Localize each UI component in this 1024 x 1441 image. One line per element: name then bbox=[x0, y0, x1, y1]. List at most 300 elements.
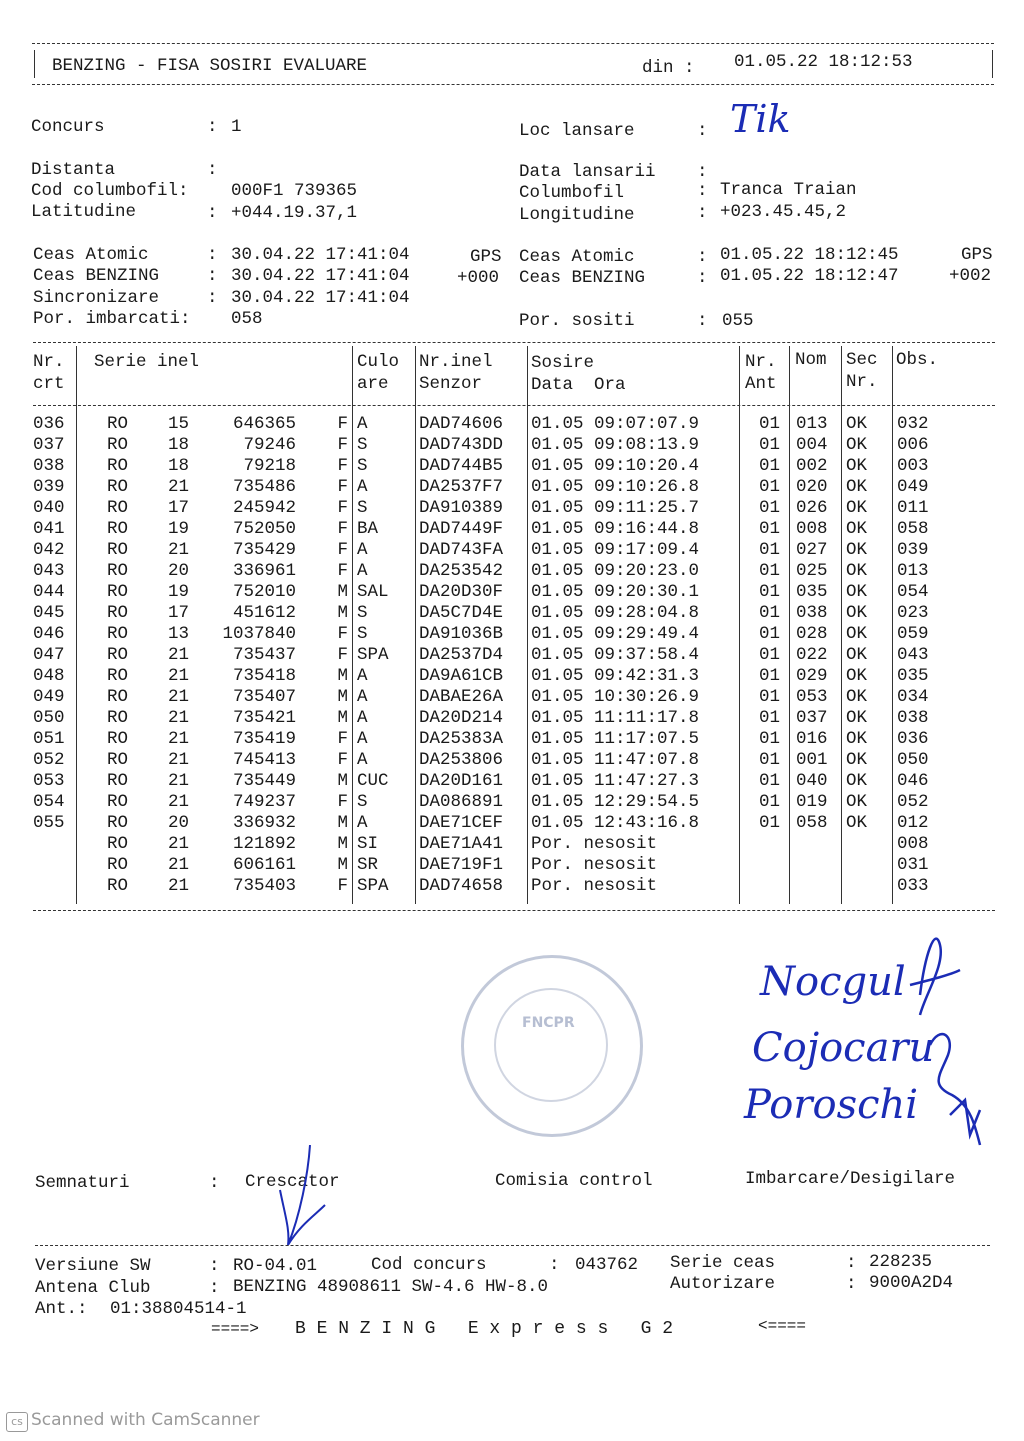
cell-obs: 033 bbox=[897, 876, 929, 896]
ceas-atomic-left-value: 30.04.22 17:41:04 bbox=[231, 245, 410, 265]
cell-nr-crt: 038 bbox=[33, 456, 65, 476]
cell-nom: 019 bbox=[796, 792, 828, 812]
antena-club-sep: : bbox=[209, 1278, 220, 1298]
cell-obs: 003 bbox=[897, 456, 929, 476]
cell-sec: OK bbox=[846, 519, 868, 539]
cell-arrival: 01.05 09:11:25.7 bbox=[531, 498, 700, 518]
header-data-ora: Data Ora bbox=[531, 375, 626, 395]
cell-country: RO bbox=[107, 729, 129, 749]
cell-nom: 026 bbox=[796, 498, 828, 518]
cell-nr-crt: 053 bbox=[33, 771, 65, 791]
cell-sensor: DAE71A41 bbox=[419, 834, 504, 854]
cell-obs: 052 bbox=[897, 792, 929, 812]
cell-year: 13 bbox=[168, 624, 190, 644]
cell-arrival: 01.05 09:20:23.0 bbox=[531, 561, 700, 581]
ceas-benzing-right-suffix: +002 bbox=[949, 266, 992, 286]
cell-sec: OK bbox=[846, 624, 868, 644]
cell-sec: OK bbox=[846, 582, 868, 602]
cell-year: 21 bbox=[168, 477, 190, 497]
cell-antenna: 01 bbox=[759, 750, 781, 770]
cell-obs: 046 bbox=[897, 771, 929, 791]
cod-concurs-label: Cod concurs bbox=[371, 1255, 487, 1275]
cell-nom: 038 bbox=[796, 603, 828, 623]
cell-country: RO bbox=[107, 876, 129, 896]
cell-sensor: DAE719F1 bbox=[419, 855, 504, 875]
cell-color: SAL bbox=[357, 582, 389, 602]
cell-arrival: Por. nesosit bbox=[531, 876, 658, 896]
cell-color: S bbox=[357, 624, 368, 644]
cell-year: 18 bbox=[168, 435, 190, 455]
concurs-value: 1 bbox=[231, 117, 242, 137]
cod-columbofil-value: 000F1 739365 bbox=[231, 181, 358, 201]
cell-ring-number: 735437 bbox=[232, 645, 296, 665]
cell-country: RO bbox=[107, 519, 129, 539]
header-top-rule bbox=[32, 43, 994, 44]
cell-sex: M bbox=[337, 855, 348, 875]
ceas-benzing-left-suffix: +000 bbox=[457, 268, 500, 288]
cell-year: 20 bbox=[168, 561, 190, 581]
cell-color: A bbox=[357, 666, 368, 686]
cell-year: 21 bbox=[168, 645, 190, 665]
cell-antenna: 01 bbox=[759, 708, 781, 728]
cell-sex: F bbox=[337, 414, 348, 434]
camscanner-watermark: Scanned with CamScanner bbox=[31, 1410, 260, 1430]
header-sec-nr: Nr. bbox=[846, 372, 878, 392]
serie-ceas-sep: : bbox=[846, 1253, 857, 1273]
header-right-rule bbox=[992, 50, 993, 78]
seal-stamp bbox=[461, 955, 643, 1137]
sincronizare-label: Sincronizare bbox=[33, 288, 160, 308]
cell-color: A bbox=[357, 540, 368, 560]
cell-sec: OK bbox=[846, 540, 868, 560]
concurs-label: Concurs bbox=[31, 117, 105, 137]
cell-year: 21 bbox=[168, 834, 190, 854]
cell-color: A bbox=[357, 813, 368, 833]
cell-arrival: 01.05 09:10:26.8 bbox=[531, 477, 700, 497]
loc-lansare-handwritten: Tik bbox=[730, 97, 791, 141]
cell-nom: 002 bbox=[796, 456, 828, 476]
cell-color: S bbox=[357, 792, 368, 812]
cell-color: A bbox=[357, 414, 368, 434]
signature-scribble bbox=[880, 925, 990, 1155]
handwritten-name: Poroschi bbox=[744, 1082, 919, 1128]
cell-country: RO bbox=[107, 813, 129, 833]
cell-antenna: 01 bbox=[759, 561, 781, 581]
cell-obs: 050 bbox=[897, 750, 929, 770]
ceas-atomic-left-suffix: GPS bbox=[470, 247, 502, 267]
cell-nom: 037 bbox=[796, 708, 828, 728]
col-divider bbox=[789, 346, 790, 904]
cell-year: 21 bbox=[168, 687, 190, 707]
cod-concurs-sep: : bbox=[549, 1255, 560, 1275]
por-sositi-sep: : bbox=[697, 311, 708, 331]
ceas-benzing-right-label: Ceas BENZING bbox=[519, 268, 646, 288]
cell-country: RO bbox=[107, 603, 129, 623]
autorizare-label: Autorizare bbox=[670, 1274, 776, 1294]
cell-antenna: 01 bbox=[759, 624, 781, 644]
cell-country: RO bbox=[107, 855, 129, 875]
cell-sensor: DA253542 bbox=[419, 561, 504, 581]
ceas-benzing-left-label: Ceas BENZING bbox=[33, 266, 160, 286]
cell-ring-number: 735419 bbox=[232, 729, 296, 749]
cell-year: 21 bbox=[168, 729, 190, 749]
cell-color: S bbox=[357, 435, 368, 455]
cell-sex: F bbox=[337, 456, 348, 476]
cell-sensor: DAD74658 bbox=[419, 876, 504, 896]
cell-ring-number: 79218 bbox=[243, 456, 296, 476]
cell-sec: OK bbox=[846, 561, 868, 581]
cell-arrival: 01.05 11:47:07.8 bbox=[531, 750, 700, 770]
crescator-label: Crescator bbox=[245, 1172, 340, 1192]
cell-obs: 013 bbox=[897, 561, 929, 581]
cell-antenna: 01 bbox=[759, 813, 781, 833]
header-culo: Culo bbox=[357, 352, 400, 372]
cell-obs: 043 bbox=[897, 645, 929, 665]
cell-antenna: 01 bbox=[759, 687, 781, 707]
cell-country: RO bbox=[107, 582, 129, 602]
cell-ring-number: 121892 bbox=[232, 834, 296, 854]
cell-arrival: 01.05 11:17:07.5 bbox=[531, 729, 700, 749]
cell-nom: 016 bbox=[796, 729, 828, 749]
ceas-atomic-right-value: 01.05.22 18:12:45 bbox=[720, 245, 899, 265]
header-senzor: Senzor bbox=[419, 374, 483, 394]
cell-sex: M bbox=[337, 603, 348, 623]
col-divider bbox=[527, 346, 528, 904]
cell-antenna: 01 bbox=[759, 414, 781, 434]
cell-obs: 038 bbox=[897, 708, 929, 728]
cell-antenna: 01 bbox=[759, 771, 781, 791]
table-bottom-rule bbox=[33, 910, 995, 911]
longitudine-value: +023.45.45,2 bbox=[720, 202, 847, 222]
table-header-rule bbox=[33, 405, 995, 406]
cell-nr-crt: 048 bbox=[33, 666, 65, 686]
cell-arrival: 01.05 09:17:09.4 bbox=[531, 540, 700, 560]
cell-obs: 058 bbox=[897, 519, 929, 539]
cell-nr-crt: 042 bbox=[33, 540, 65, 560]
cell-nom: 029 bbox=[796, 666, 828, 686]
cell-sec: OK bbox=[846, 414, 868, 434]
sincronizare-value: 30.04.22 17:41:04 bbox=[231, 288, 410, 308]
ant-label: Ant.: bbox=[35, 1299, 88, 1319]
cell-ring-number: 735429 bbox=[232, 540, 296, 560]
por-imbarcati-label: Por. imbarcati: bbox=[33, 309, 191, 329]
cell-ring-number: 735449 bbox=[232, 771, 296, 791]
cell-nr-crt: 039 bbox=[33, 477, 65, 497]
cell-sensor: DA910389 bbox=[419, 498, 504, 518]
cell-sex: F bbox=[337, 540, 348, 560]
header-nom: Nom bbox=[795, 350, 827, 370]
versiune-sw-value: RO-04.01 bbox=[233, 1256, 318, 1276]
versiune-sw-sep: : bbox=[209, 1256, 220, 1276]
cell-sec: OK bbox=[846, 498, 868, 518]
cell-ring-number: 735486 bbox=[232, 477, 296, 497]
cell-sex: M bbox=[337, 666, 348, 686]
cell-arrival: 01.05 09:28:04.8 bbox=[531, 603, 700, 623]
cell-antenna: 01 bbox=[759, 582, 781, 602]
distanta-sep: : bbox=[207, 160, 218, 180]
cell-nom: 013 bbox=[796, 414, 828, 434]
header-left-rule bbox=[34, 50, 35, 78]
cell-sex: F bbox=[337, 750, 348, 770]
ceas-benzing-right-sep: : bbox=[697, 268, 708, 288]
cell-sex: F bbox=[337, 792, 348, 812]
cell-year: 21 bbox=[168, 666, 190, 686]
cell-sensor: DA25383A bbox=[419, 729, 504, 749]
cell-sex: F bbox=[337, 519, 348, 539]
columbofil-label: Columbofil bbox=[519, 183, 625, 203]
cell-sec: OK bbox=[846, 666, 868, 686]
cell-nr-crt: 044 bbox=[33, 582, 65, 602]
cell-country: RO bbox=[107, 708, 129, 728]
antena-club-value: BENZING 48908611 SW-4.6 HW-8.0 bbox=[233, 1277, 549, 1297]
cell-color: A bbox=[357, 708, 368, 728]
cell-arrival: 01.05 09:07:07.9 bbox=[531, 414, 700, 434]
cell-nr-crt: 051 bbox=[33, 729, 65, 749]
cell-sec: OK bbox=[846, 435, 868, 455]
cell-sensor: DA5C7D4E bbox=[419, 603, 504, 623]
cell-sec: OK bbox=[846, 792, 868, 812]
cell-sensor: DAD743DD bbox=[419, 435, 504, 455]
cell-arrival: 01.05 11:47:27.3 bbox=[531, 771, 700, 791]
semnaturi-label: Semnaturi bbox=[35, 1173, 130, 1193]
cell-nr-crt: 046 bbox=[33, 624, 65, 644]
cell-ring-number: 606161 bbox=[232, 855, 296, 875]
cell-sex: M bbox=[337, 834, 348, 854]
cell-year: 17 bbox=[168, 498, 190, 518]
cell-arrival: 01.05 09:10:20.4 bbox=[531, 456, 700, 476]
cell-sensor: DA20D30F bbox=[419, 582, 504, 602]
cell-country: RO bbox=[107, 792, 129, 812]
cell-ring-number: 735407 bbox=[232, 687, 296, 707]
cell-arrival: 01.05 09:42:31.3 bbox=[531, 666, 700, 686]
header-bottom-rule bbox=[32, 84, 994, 85]
header-serie-inel: Serie inel bbox=[94, 352, 200, 372]
cell-country: RO bbox=[107, 687, 129, 707]
autorizare-sep: : bbox=[846, 1274, 857, 1294]
cell-nom: 020 bbox=[796, 477, 828, 497]
cell-arrival: 01.05 09:29:49.4 bbox=[531, 624, 700, 644]
col-divider bbox=[76, 346, 77, 904]
ceas-atomic-right-sep: : bbox=[697, 247, 708, 267]
cell-arrival: 01.05 11:11:17.8 bbox=[531, 708, 700, 728]
cell-color: A bbox=[357, 477, 368, 497]
cell-sec: OK bbox=[846, 477, 868, 497]
din-value: 01.05.22 18:12:53 bbox=[734, 52, 913, 72]
cell-country: RO bbox=[107, 834, 129, 854]
cell-color: A bbox=[357, 750, 368, 770]
cell-obs: 059 bbox=[897, 624, 929, 644]
cell-nom: 040 bbox=[796, 771, 828, 791]
cell-sex: M bbox=[337, 687, 348, 707]
header-nr-inel: Nr.inel bbox=[419, 352, 493, 372]
cell-year: 21 bbox=[168, 876, 190, 896]
cell-color: BA bbox=[357, 519, 379, 539]
cell-sec: OK bbox=[846, 708, 868, 728]
cell-obs: 011 bbox=[897, 498, 929, 518]
latitudine-label: Latitudine bbox=[31, 202, 137, 222]
cell-color: A bbox=[357, 561, 368, 581]
ceas-benzing-right-value: 01.05.22 18:12:47 bbox=[720, 266, 899, 286]
semnaturi-sep: : bbox=[209, 1173, 220, 1193]
cell-color: S bbox=[357, 456, 368, 476]
imbarcare-desigilare-label: Imbarcare/Desigilare bbox=[745, 1169, 956, 1189]
ceas-atomic-right-label: Ceas Atomic bbox=[519, 247, 635, 267]
cell-color: SI bbox=[357, 834, 379, 854]
cell-arrival: Por. nesosit bbox=[531, 834, 658, 854]
cell-arrival: Por. nesosit bbox=[531, 855, 658, 875]
cell-sensor: DA2537D4 bbox=[419, 645, 504, 665]
ceas-benzing-left-value: 30.04.22 17:41:04 bbox=[231, 266, 410, 286]
cell-nom: 001 bbox=[796, 750, 828, 770]
distanta-label: Distanta bbox=[31, 160, 116, 180]
cell-antenna: 01 bbox=[759, 603, 781, 623]
cell-nr-crt: 054 bbox=[33, 792, 65, 812]
cell-ring-number: 646365 bbox=[232, 414, 296, 434]
col-divider bbox=[739, 346, 740, 904]
cell-country: RO bbox=[107, 477, 129, 497]
cell-year: 21 bbox=[168, 771, 190, 791]
cell-antenna: 01 bbox=[759, 645, 781, 665]
cell-nr-crt: 049 bbox=[33, 687, 65, 707]
cell-ring-number: 336932 bbox=[232, 813, 296, 833]
handwritten-name: Nocgul bbox=[760, 959, 906, 1005]
brand-arrow-left: ====> bbox=[211, 1320, 260, 1338]
cell-sex: F bbox=[337, 876, 348, 896]
cell-arrival: 01.05 09:37:58.4 bbox=[531, 645, 700, 665]
cell-nom: 053 bbox=[796, 687, 828, 707]
columbofil-sep: : bbox=[697, 181, 708, 201]
cell-nr-crt: 050 bbox=[33, 708, 65, 728]
cell-obs: 031 bbox=[897, 855, 929, 875]
cell-sex: F bbox=[337, 624, 348, 644]
longitudine-label: Longitudine bbox=[519, 205, 635, 225]
cell-arrival: 01.05 09:16:44.8 bbox=[531, 519, 700, 539]
cell-color: S bbox=[357, 603, 368, 623]
cell-sex: F bbox=[337, 435, 348, 455]
col-divider bbox=[415, 346, 416, 904]
cod-concurs-value: 043762 bbox=[575, 1255, 639, 1275]
table-top-rule bbox=[33, 342, 995, 343]
seal-inner-ring bbox=[494, 988, 608, 1102]
cell-sex: F bbox=[337, 477, 348, 497]
cell-antenna: 01 bbox=[759, 540, 781, 560]
cell-country: RO bbox=[107, 561, 129, 581]
header-sec: Sec bbox=[846, 350, 878, 370]
cell-obs: 054 bbox=[897, 582, 929, 602]
antena-club-label: Antena Club bbox=[35, 1278, 151, 1298]
cell-sex: M bbox=[337, 771, 348, 791]
cell-sec: OK bbox=[846, 750, 868, 770]
sincronizare-sep: : bbox=[207, 288, 218, 308]
cell-sex: F bbox=[337, 645, 348, 665]
cell-country: RO bbox=[107, 414, 129, 434]
cell-color: A bbox=[357, 729, 368, 749]
cell-obs: 034 bbox=[897, 687, 929, 707]
ceas-benzing-left-sep: : bbox=[207, 266, 218, 286]
header-sosire: Sosire bbox=[531, 353, 595, 373]
cell-antenna: 01 bbox=[759, 456, 781, 476]
seal-text: FNCPR bbox=[522, 1015, 575, 1031]
cell-antenna: 01 bbox=[759, 519, 781, 539]
cell-country: RO bbox=[107, 645, 129, 665]
cell-obs: 032 bbox=[897, 414, 929, 434]
cell-obs: 049 bbox=[897, 477, 929, 497]
cell-sec: OK bbox=[846, 687, 868, 707]
ceas-atomic-left-label: Ceas Atomic bbox=[33, 245, 149, 265]
autorizare-value: 9000A2D4 bbox=[869, 1273, 954, 1293]
cell-sensor: DA9A61CB bbox=[419, 666, 504, 686]
cell-ring-number: 752010 bbox=[232, 582, 296, 602]
cell-sex: M bbox=[337, 708, 348, 728]
cell-sensor: DA20D161 bbox=[419, 771, 504, 791]
cell-sensor: DA91036B bbox=[419, 624, 504, 644]
cell-ring-number: 735421 bbox=[232, 708, 296, 728]
cell-sec: OK bbox=[846, 603, 868, 623]
cell-obs: 006 bbox=[897, 435, 929, 455]
col-divider bbox=[892, 346, 893, 904]
cell-sec: OK bbox=[846, 645, 868, 665]
cell-sex: F bbox=[337, 729, 348, 749]
cell-ring-number: 245942 bbox=[232, 498, 296, 518]
cell-ring-number: 735403 bbox=[232, 876, 296, 896]
latitudine-value: +044.19.37,1 bbox=[231, 203, 358, 223]
cell-nr-crt: 055 bbox=[33, 813, 65, 833]
cell-ring-number: 336961 bbox=[232, 561, 296, 581]
header-ant: Ant bbox=[745, 374, 777, 394]
loc-lansare-sep: : bbox=[697, 121, 708, 141]
latitudine-sep: : bbox=[207, 203, 218, 223]
cell-country: RO bbox=[107, 540, 129, 560]
cell-arrival: 01.05 10:30:26.9 bbox=[531, 687, 700, 707]
crescator-signature bbox=[270, 1145, 330, 1255]
brand-line: B E N Z I N G E x p r e s s G 2 bbox=[295, 1319, 674, 1339]
loc-lansare-label: Loc lansare bbox=[519, 121, 635, 141]
cell-nom: 027 bbox=[796, 540, 828, 560]
cell-ring-number: 752050 bbox=[232, 519, 296, 539]
cell-sensor: DAE71CEF bbox=[419, 813, 504, 833]
concurs-sep: : bbox=[207, 117, 218, 137]
cs-logo-icon: cs bbox=[6, 1412, 28, 1432]
cell-nom: 035 bbox=[796, 582, 828, 602]
col-divider bbox=[841, 346, 842, 904]
cell-sex: M bbox=[337, 582, 348, 602]
din-label: din : bbox=[642, 58, 695, 78]
cell-arrival: 01.05 12:29:54.5 bbox=[531, 792, 700, 812]
cell-nom: 022 bbox=[796, 645, 828, 665]
cell-antenna: 01 bbox=[759, 792, 781, 812]
cell-nr-crt: 036 bbox=[33, 414, 65, 434]
cell-nom: 004 bbox=[796, 435, 828, 455]
cell-ring-number: 79246 bbox=[243, 435, 296, 455]
header-are: are bbox=[357, 374, 389, 394]
cell-antenna: 01 bbox=[759, 498, 781, 518]
cell-nr-crt: 045 bbox=[33, 603, 65, 623]
header-nr-ant: Nr. bbox=[745, 352, 777, 372]
cell-arrival: 01.05 09:08:13.9 bbox=[531, 435, 700, 455]
cell-sensor: DA086891 bbox=[419, 792, 504, 812]
cell-obs: 012 bbox=[897, 813, 929, 833]
cell-obs: 035 bbox=[897, 666, 929, 686]
cell-obs: 023 bbox=[897, 603, 929, 623]
cell-ring-number: 749237 bbox=[232, 792, 296, 812]
ceas-atomic-left-sep: : bbox=[207, 245, 218, 265]
cell-color: SPA bbox=[357, 645, 389, 665]
cell-ring-number: 745413 bbox=[232, 750, 296, 770]
cell-ring-number: 451612 bbox=[232, 603, 296, 623]
cell-antenna: 01 bbox=[759, 729, 781, 749]
cell-nom: 008 bbox=[796, 519, 828, 539]
handwritten-name: Cojocaru bbox=[752, 1025, 935, 1071]
